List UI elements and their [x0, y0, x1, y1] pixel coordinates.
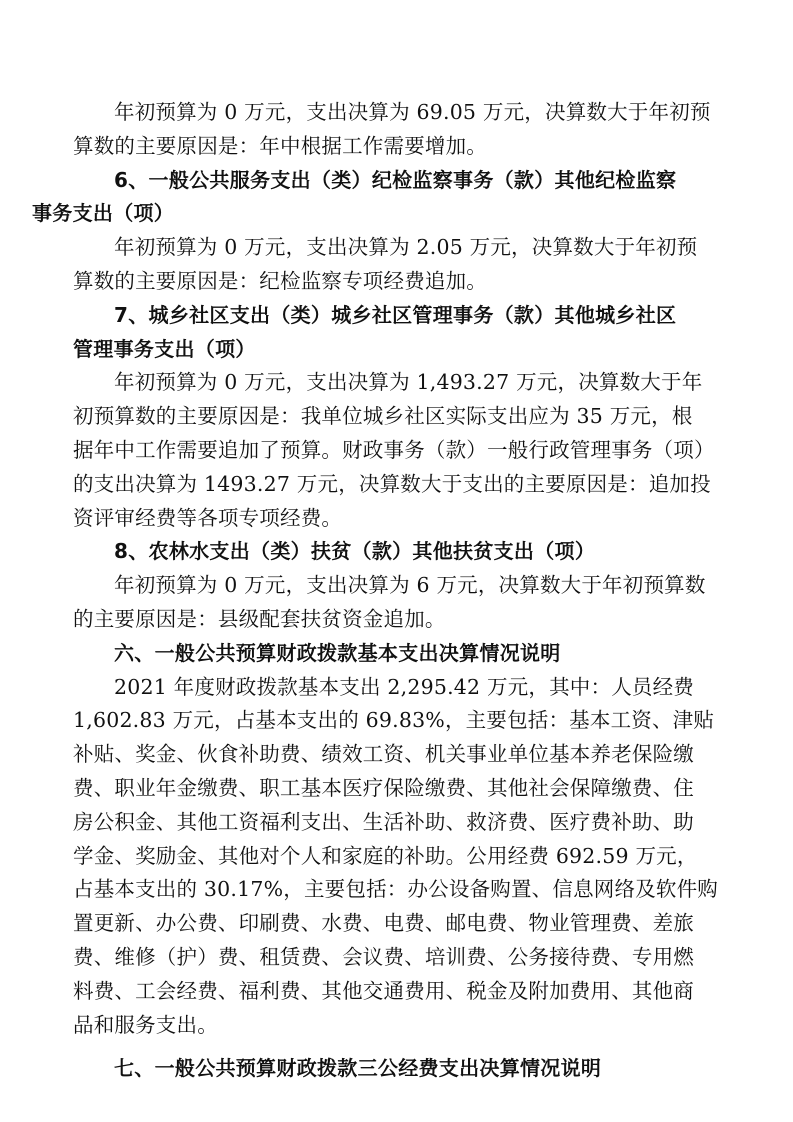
text-line: 房公积金、其他工资福利支出、生活补助、救济费、医疗费补助、助 — [73, 809, 694, 834]
document-page — [32, 96, 721, 1086]
heading-line: 6、一般公共服务支出（类）纪检监察事务（款）其他纪检监察 — [114, 167, 677, 192]
text-line: 学金、奖励金、其他对个人和家庭的补助。公用经费 692.59 万元， — [73, 843, 698, 868]
text-line: 料费、工会经费、福利费、其他交通费用、税金及附加费用、其他商 — [73, 978, 694, 1003]
heading-line: 事务支出（项） — [32, 201, 175, 226]
text-line: 1,602.83 万元，占基本支出的 69.83%，主要包括：基本工资、津贴 — [73, 708, 715, 733]
text-line: 年初预算为 0 万元，支出决算为 69.05 万元，决算数大于年初预 — [114, 100, 711, 124]
heading-line: 七、一般公共预算财政拨款三公经费支出决算情况说明 — [114, 1056, 602, 1081]
text-line: 占基本支出的 30.17%，主要包括：办公设备购置、信息网络及软件购 — [73, 877, 718, 902]
section-heading — [73, 1052, 721, 1086]
text-line: 算数的主要原因是：纪检监察专项经费追加。 — [73, 268, 487, 293]
text-line: 品和服务支出。 — [73, 1012, 218, 1037]
text-line: 年初预算为 0 万元，支出决算为 6 万元，决算数大于年初预算数 — [114, 573, 706, 598]
paragraph — [73, 231, 721, 299]
paragraph — [73, 96, 721, 164]
heading-line: 六、一般公共预算财政拨款基本支出决算情况说明 — [114, 640, 561, 665]
heading-line: 7、城乡社区支出（类）城乡社区管理事务（款）其他城乡社区 — [114, 302, 677, 327]
paragraph — [73, 671, 721, 1043]
text-line: 2021 年度财政拨款基本支出 2,295.42 万元，其中：人员经费 — [114, 674, 695, 699]
text-line: 据年中工作需要追加了预算。财政事务（款）一般行政管理事务（项） — [73, 437, 715, 462]
text-line: 的主要原因是：县级配套扶贫资金追加。 — [73, 606, 446, 631]
heading-line: 8、农林水支出（类）扶贫（款）其他扶贫支出（项） — [114, 539, 596, 564]
text-line: 年初预算为 0 万元，支出决算为 1,493.27 万元，决算数大于年 — [114, 370, 703, 395]
text-line: 费、职业年金缴费、职工基本医疗保险缴费、其他社会保障缴费、住 — [73, 775, 694, 800]
text-line: 置更新、办公费、印刷费、水费、电费、邮电费、物业管理费、差旅 — [73, 911, 694, 936]
section-heading — [73, 637, 721, 671]
section-heading — [73, 535, 721, 569]
section-heading — [32, 164, 721, 232]
section-heading — [73, 299, 721, 367]
heading-line: 管理事务支出（项） — [73, 336, 256, 361]
text-line: 年初预算为 0 万元，支出决算为 2.05 万元，决算数大于年初预 — [114, 235, 698, 260]
text-line: 的支出决算为 1493.27 万元，决算数大于支出的主要原因是：追加投 — [73, 471, 711, 496]
paragraph — [73, 366, 721, 535]
text-line: 初预算数的主要原因是：我单位城乡社区实际支出应为 35 万元，根 — [73, 404, 693, 429]
text-line: 算数的主要原因是：年中根据工作需要增加。 — [73, 133, 487, 158]
paragraph — [73, 569, 721, 637]
text-line: 资评审经费等各项专项经费。 — [73, 505, 343, 530]
text-line: 补贴、奖金、伙食补助费、绩效工资、机关事业单位基本养老保险缴 — [73, 742, 694, 767]
text-line: 费、维修（护）费、租赁费、会议费、培训费、公务接待费、专用燃 — [73, 944, 694, 969]
